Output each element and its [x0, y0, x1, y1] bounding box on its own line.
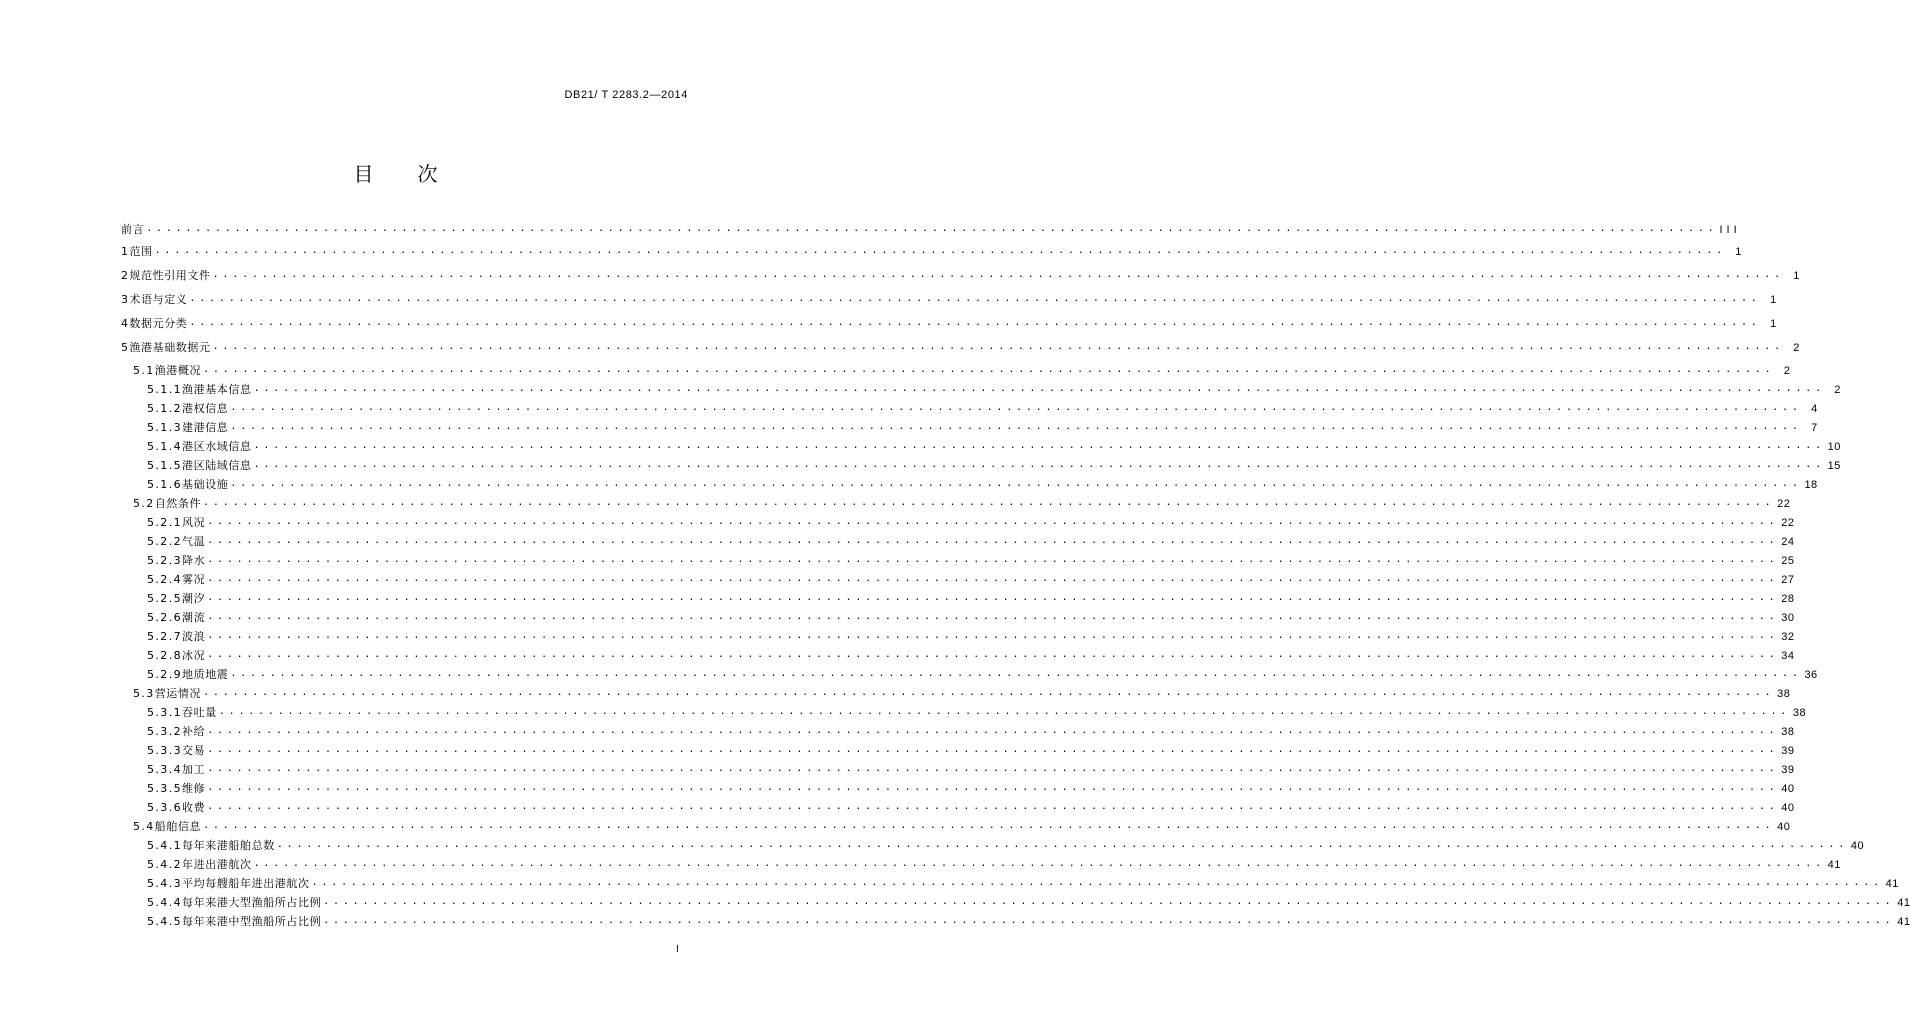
toc-entry-number: 5.3.3 [147, 744, 182, 757]
toc-entry[interactable] [147, 778, 1795, 796]
toc-entry-label: 前言 [121, 223, 145, 236]
toc-entry[interactable] [133, 493, 1791, 511]
toc-entry[interactable] [121, 337, 1800, 355]
toc-entry-label: 渔港概况 [154, 364, 202, 377]
toc-leader-dots: ................................................................................................................................................................ [207, 782, 1779, 793]
toc-leader-dots: ................................................................................................................................................................ [207, 554, 1779, 565]
toc-entry[interactable] [147, 436, 1841, 454]
toc-entry-page: 1 [1770, 294, 1777, 306]
toc-entry-label: 收费 [182, 801, 206, 814]
toc-leader-dots: ................................................................................................................................................................ [207, 573, 1779, 584]
toc-entry-label: 交易 [182, 744, 206, 757]
toc-entry-number: 5.4.1 [147, 839, 182, 852]
toc-entry-label: 平均每艘船年进出港航次 [182, 877, 310, 890]
toc-entry-page: 22 [1777, 498, 1791, 510]
toc-entry[interactable] [147, 645, 1795, 663]
toc-entry-page: 39 [1781, 745, 1795, 757]
toc-entry-number: 5.3.4 [147, 763, 182, 776]
toc-entry-number: 5.1.6 [147, 478, 182, 491]
toc-entry-label: 地质地震 [182, 668, 229, 681]
toc-entry-number: 5.2.9 [147, 668, 182, 681]
toc-leader-dots: ................................................................................................................................................................ [146, 223, 1718, 234]
toc-entry-label: 风况 [182, 516, 206, 529]
toc-entry-label: 雾况 [182, 573, 206, 586]
toc-leader-dots: ................................................................................................................................................................ [218, 706, 1791, 717]
toc-entry-page: 18 [1804, 479, 1818, 491]
toc-entry-label: 维修 [182, 782, 206, 795]
toc-entry-label: 潮汐 [182, 592, 206, 605]
toc-entry-label: 波浪 [182, 630, 206, 643]
toc-entry-page: 41 [1827, 859, 1841, 871]
toc-entry-page: 41 [1897, 897, 1910, 909]
toc-entry-label: 吞吐量 [182, 706, 217, 719]
toc-leader-dots: ................................................................................................................................................................ [203, 364, 1775, 375]
toc-entry-page: 22 [1781, 517, 1795, 529]
toc-entry-label: 港区陆域信息 [182, 459, 252, 472]
toc-leader-dots: ................................................................................................................................................................ [311, 877, 1883, 888]
toc-entry-page: 1 [1793, 270, 1800, 282]
toc-entry-label: 降水 [182, 554, 206, 567]
toc-entry-label: 术语与定义 [129, 293, 188, 306]
toc-leader-dots: ................................................................................................................................................................ [253, 383, 1825, 394]
toc-entry-number: 5.3.2 [147, 725, 182, 738]
toc-entry-number: 5.2.7 [147, 630, 182, 643]
toc-entry-label: 渔港基本信息 [182, 383, 252, 396]
toc-entry-number: 5.4.5 [147, 915, 182, 928]
toc-entry[interactable] [147, 531, 1795, 549]
footer-page-number: I [676, 944, 679, 955]
toc-entry[interactable] [147, 854, 1841, 872]
toc-leader-dots: ................................................................................................................................................................ [253, 459, 1825, 470]
toc-entry-label: 基础设施 [182, 478, 229, 491]
toc-entry-page: 1 [1735, 246, 1742, 258]
toc-entry[interactable] [147, 455, 1841, 473]
toc-entry[interactable] [147, 797, 1795, 815]
toc-entry-number: 5.1.5 [147, 459, 182, 472]
toc-entry[interactable] [147, 911, 1910, 929]
toc-entry-label: 补给 [182, 725, 206, 738]
toc-leader-dots: ................................................................................................................................................................ [230, 478, 1802, 489]
toc-entry-number: 5.2.2 [147, 535, 182, 548]
toc-entry[interactable] [147, 417, 1818, 435]
toc-entry[interactable] [147, 702, 1807, 720]
toc-entry[interactable] [147, 721, 1795, 739]
toc-leader-dots: ................................................................................................................................................................ [189, 293, 1761, 304]
toc-entry-label: 港区水域信息 [182, 440, 252, 453]
toc-leader-dots: ................................................................................................................................................................ [207, 630, 1779, 641]
toc-entry[interactable] [147, 759, 1795, 777]
toc-leader-dots: ................................................................................................................................................................ [230, 668, 1802, 679]
toc-entry-number: 5.3.1 [147, 706, 182, 719]
toc-leader-dots: ................................................................................................................................................................ [207, 592, 1779, 603]
standard-code: DB21/ T 2283.2—2014 [564, 89, 688, 101]
toc-entry-page: 40 [1781, 802, 1795, 814]
toc-leader-dots: ................................................................................................................................................................ [212, 269, 1784, 280]
toc-entry[interactable] [147, 607, 1795, 625]
toc-entry-page: 40 [1781, 783, 1795, 795]
toc-entry[interactable] [133, 683, 1791, 701]
toc-entry-page: 40 [1850, 840, 1865, 852]
toc-entry-page: 24 [1781, 536, 1795, 548]
toc-entry[interactable] [147, 379, 1841, 397]
toc-entry[interactable] [147, 474, 1818, 492]
toc-leader-dots: ................................................................................................................................................................ [230, 402, 1802, 413]
toc-entry-page: 10 [1827, 441, 1841, 453]
toc-entry-number: 5.4.4 [147, 896, 182, 909]
toc-entry-label: 潮流 [182, 611, 206, 624]
toc-entry[interactable] [147, 835, 1865, 853]
toc-leader-dots: ................................................................................................................................................................ [203, 497, 1775, 508]
toc-entry-label: 加工 [182, 763, 206, 776]
toc-entry-page: 2 [1834, 384, 1841, 396]
toc-entry[interactable] [121, 289, 1777, 307]
toc-entry-label: 自然条件 [154, 497, 202, 510]
toc-entry-page: III [1719, 224, 1741, 236]
toc-entry-page: 30 [1781, 612, 1795, 624]
toc-entry-label: 每年来港大型渔船所占比例 [182, 896, 322, 909]
toc-entry-page: 2 [1793, 342, 1800, 354]
toc-leader-dots: ................................................................................................................................................................ [207, 725, 1779, 736]
toc-entry[interactable] [147, 626, 1795, 644]
toc-entry[interactable] [121, 219, 1741, 237]
toc-leader-dots: ................................................................................................................................................................ [207, 516, 1779, 527]
toc-leader-dots: ................................................................................................................................................................ [207, 535, 1779, 546]
toc-entry-number: 5 [121, 341, 130, 354]
toc-entry-number: 5.2.1 [147, 516, 182, 529]
toc-leader-dots: ................................................................................................................................................................ [253, 858, 1825, 869]
toc-entry-label: 范围 [129, 245, 153, 258]
toc-leader-dots: ................................................................................................................................................................ [212, 341, 1784, 352]
toc-entry-label: 每年来港中型渔船所占比例 [182, 915, 322, 928]
toc-entry-page: 15 [1827, 460, 1841, 472]
toc-entry-page: 25 [1781, 555, 1795, 567]
toc-entry-number: 5.4.2 [147, 858, 182, 871]
toc-entry-number: 4 [121, 317, 130, 330]
toc-leader-dots: ................................................................................................................................................................ [276, 839, 1849, 850]
toc-entry-number: 5.3 [133, 687, 155, 700]
toc-entry-number: 5.2.6 [147, 611, 182, 624]
toc-entry-number: 1 [121, 245, 130, 258]
toc-entry-label: 数据元分类 [129, 317, 188, 330]
toc-entry[interactable] [147, 664, 1818, 682]
toc-leader-dots: ................................................................................................................................................................ [203, 687, 1775, 698]
toc-leader-dots: ................................................................................................................................................................ [230, 421, 1802, 432]
toc-entry[interactable] [147, 873, 1899, 891]
toc-entry[interactable] [147, 512, 1795, 530]
toc-leader-dots: ................................................................................................................................................................ [323, 896, 1895, 907]
toc-entry[interactable] [147, 569, 1795, 587]
toc-entry-label: 营运情况 [154, 687, 202, 700]
toc-leader-dots: ................................................................................................................................................................ [323, 915, 1895, 926]
toc-entry-number: 5.1.3 [147, 421, 182, 434]
toc-entry-label: 年进出港航次 [182, 858, 252, 871]
toc-entry-page: 7 [1811, 422, 1818, 434]
toc-entry-page: 36 [1804, 669, 1818, 681]
page-title [0, 158, 791, 187]
toc-entry-page: 1 [1770, 318, 1777, 330]
toc-entry[interactable] [133, 360, 1791, 378]
toc-entry-label: 船舶信息 [154, 820, 202, 833]
toc-leader-dots: ................................................................................................................................................................ [203, 820, 1775, 831]
toc-entry-number: 5.2.8 [147, 649, 182, 662]
toc-entry-page: 4 [1811, 403, 1818, 415]
toc-leader-dots: ................................................................................................................................................................ [207, 744, 1779, 755]
title-char-2: 次 [417, 162, 438, 186]
toc-entry[interactable] [147, 588, 1795, 606]
toc-entry-number: 5.2 [133, 497, 155, 510]
toc-entry-number: 5.4.3 [147, 877, 182, 890]
toc-entry-label: 气温 [182, 535, 206, 548]
toc-entry-page: 38 [1781, 726, 1795, 738]
toc-entry-number: 5.1.4 [147, 440, 182, 453]
toc-entry-number: 5.1.2 [147, 402, 182, 415]
toc-entry-page: 32 [1781, 631, 1795, 643]
toc-entry-label: 渔港基础数据元 [129, 341, 211, 354]
toc-leader-dots: ................................................................................................................................................................ [207, 801, 1779, 812]
toc-entry-page: 38 [1777, 688, 1791, 700]
toc-entry-label: 规范性引用文件 [129, 269, 211, 282]
toc-entry-label: 冰况 [182, 649, 206, 662]
toc-entry[interactable] [147, 398, 1818, 416]
title-char-1: 目 [353, 162, 374, 186]
toc-leader-dots: ................................................................................................................................................................ [253, 440, 1825, 451]
toc-entry-number: 2 [121, 269, 130, 282]
toc-leader-dots: ................................................................................................................................................................ [207, 649, 1779, 660]
toc-entry-page: 39 [1781, 764, 1795, 776]
toc-entry[interactable] [121, 241, 1742, 259]
toc-leader-dots: ................................................................................................................................................................ [189, 317, 1761, 328]
toc-leader-dots: ................................................................................................................................................................ [207, 763, 1779, 774]
toc-entry-page: 27 [1781, 574, 1795, 586]
toc-leader-dots: ................................................................................................................................................................ [154, 245, 1726, 256]
toc-entry-number: 5.2.4 [147, 573, 182, 586]
toc-entry-label: 每年来港船舶总数 [182, 839, 275, 852]
toc-entry-number: 5.2.5 [147, 592, 182, 605]
toc-entry[interactable] [147, 550, 1795, 568]
toc-entry-number: 5.1 [133, 364, 155, 377]
toc-entry-page: 2 [1783, 365, 1791, 377]
toc-entry-number: 5.3.6 [147, 801, 182, 814]
toc-entry-number: 5.3.5 [147, 782, 182, 795]
toc-entry-page: 34 [1781, 650, 1795, 662]
toc-entry-label: 建港信息 [182, 421, 229, 434]
toc-entry-page: 40 [1777, 821, 1791, 833]
toc-entry-label: 港权信息 [182, 402, 229, 415]
toc-leader-dots: ................................................................................................................................................................ [207, 611, 1779, 622]
toc-entry[interactable] [133, 816, 1791, 834]
toc-entry-page: 38 [1792, 707, 1807, 719]
toc-entry-page: 41 [1885, 878, 1899, 890]
toc-entry[interactable] [121, 313, 1777, 331]
toc-entry-number: 5.2.3 [147, 554, 182, 567]
toc-entry-number: 5.1.1 [147, 383, 182, 396]
toc-entry-page: 28 [1781, 593, 1795, 605]
toc-entry-number: 3 [121, 293, 130, 306]
toc-entry[interactable] [121, 265, 1800, 283]
toc-entry[interactable] [147, 892, 1910, 910]
toc-entry-page: 41 [1897, 916, 1910, 928]
toc-entry-number: 5.4 [133, 820, 155, 833]
toc-entry[interactable] [147, 740, 1795, 758]
